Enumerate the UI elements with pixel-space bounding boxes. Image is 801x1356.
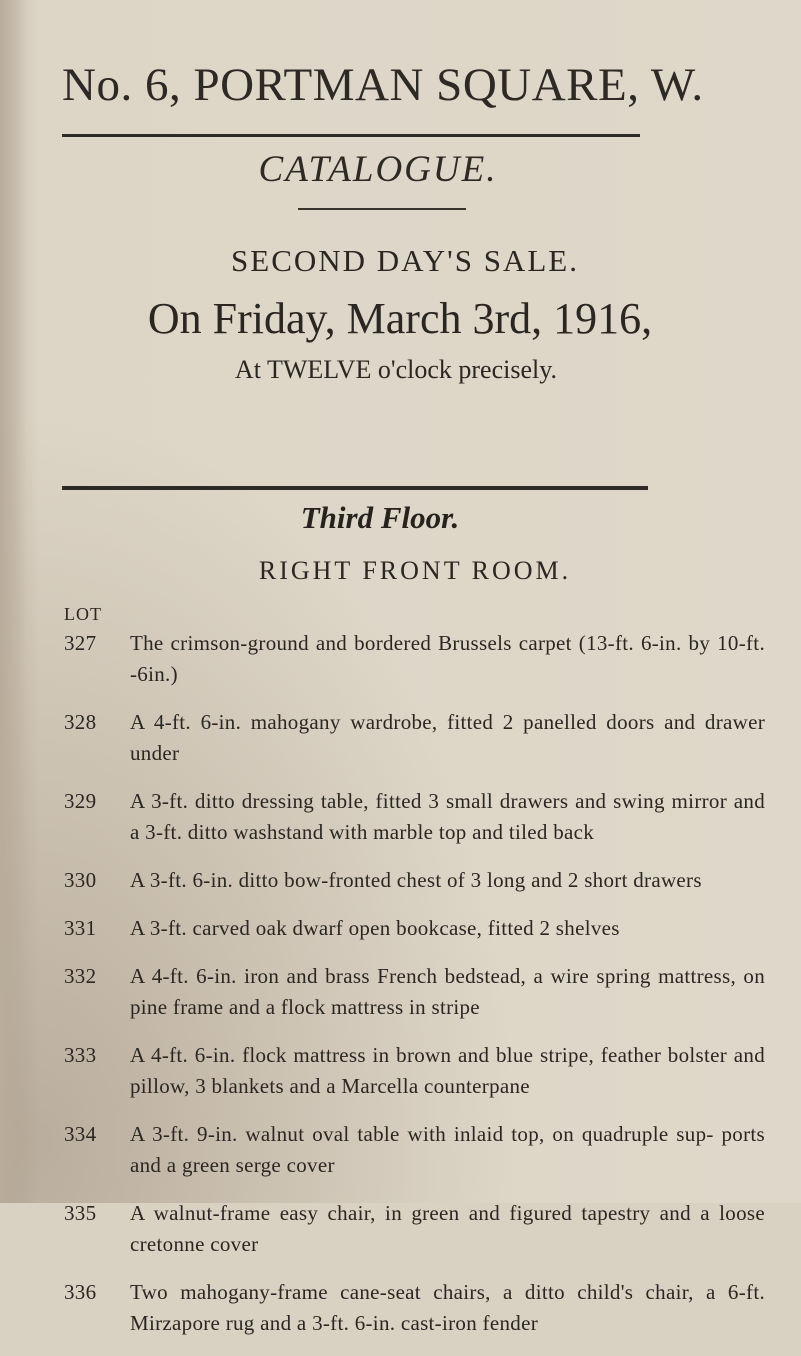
lot-number: 329 [64,789,97,813]
lot-description: A 3-ft. 6-in. ditto bow-fronted chest of 3 long and 2 short drawers [130,868,702,892]
catalogue-title: CATALOGUE. [258,149,498,190]
lot-item [60,1198,765,1260]
lot-number: 333 [64,1043,97,1067]
lot-list [60,628,765,1356]
lot-item [60,913,765,944]
lot-description: A 3-ft. 9-in. walnut oval table with inlaid top, on quadruple sup- ports and a green serge cover [130,1122,765,1177]
lot-number: 332 [64,964,97,988]
sale-time: At TWELVE o'clock precisely. [234,355,558,384]
lot-number: 330 [64,868,97,892]
lot-item [60,1040,765,1102]
header-rule [62,134,640,137]
lot-description: A 4-ft. 6-in. iron and brass French bedstead, a wire spring mattress, on pine frame and a flock mattress in stripe [130,964,765,1019]
lot-item [60,707,765,769]
lot-description: A 4-ft. 6-in. flock mattress in brown and blue stripe, feather bolster and pillow, 3 blankets and a Marcella counterpane [130,1043,765,1098]
lot-number: 327 [64,631,97,655]
page-edge-shadow [0,0,26,1203]
lot-item [60,961,765,1023]
lot-number: 336 [64,1280,97,1304]
lot-column-label: LOT [64,604,102,624]
lot-item [60,1119,765,1181]
section-rule [62,486,648,490]
sale-date: On Friday, March 3rd, 1916, [147,294,653,343]
lot-description: A 3-ft. ditto dressing table, fitted 3 small drawers and swing mirror and a 3-ft. ditto washstand with marble top and tiled back [130,789,765,844]
lot-description: A 3-ft. carved oak dwarf open bookcase, fitted 2 shelves [130,916,620,940]
lot-number: 331 [64,916,97,940]
lot-description: The crimson-ground and bordered Brussels carpet (13-ft. 6-in. by 10-ft. -6in.) [130,631,765,686]
lot-number: 335 [64,1201,97,1225]
room-heading: RIGHT FRONT ROOM. [258,556,572,585]
page-header: No. 6, PORTMAN SQUARE, W. [62,59,704,111]
catalogue-underline [298,208,466,210]
sale-day: SECOND DAY'S SALE. [231,243,579,278]
lot-number: 334 [64,1122,97,1146]
lot-item [60,865,765,896]
lot-item [60,786,765,848]
lot-number: 328 [64,710,97,734]
floor-heading: Third Floor. [300,500,460,535]
lot-description: A 4-ft. 6-in. mahogany wardrobe, fitted 2 panelled doors and drawer under [130,710,765,765]
lot-item [60,628,765,690]
lot-description: Two mahogany-frame cane-seat chairs, a ditto child's chair, a 6-ft. Mirzapore rug and a 3-ft. 6-in. cast-iron fender [130,1280,765,1335]
lot-description: A walnut-frame easy chair, in green and figured tapestry and a loose cretonne cover [130,1201,765,1256]
lot-item [60,1277,765,1339]
